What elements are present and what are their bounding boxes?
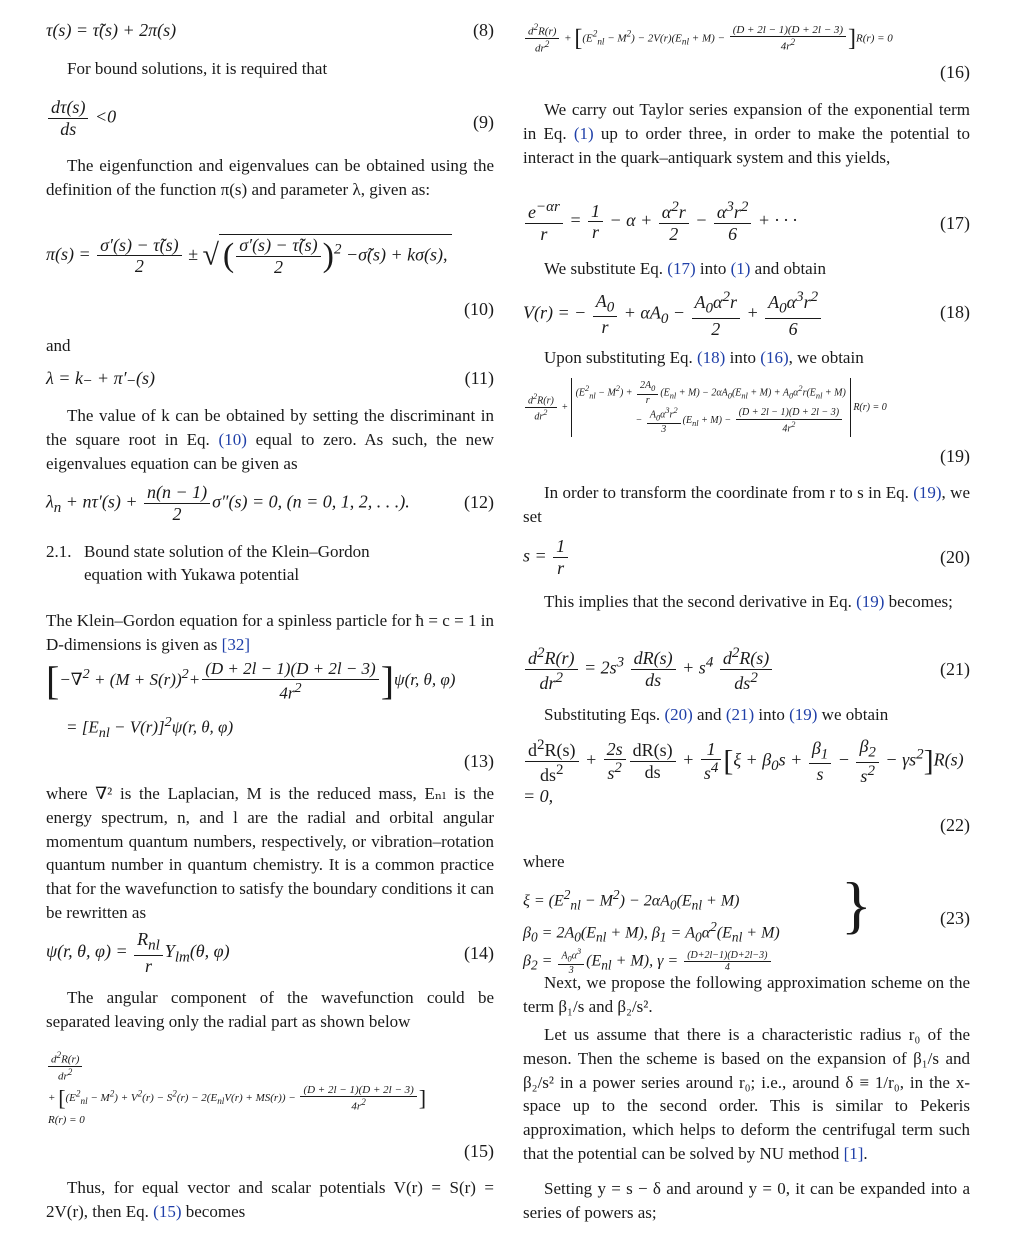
paragraph-transform: In order to transform the coordinate from r to s in Eq. (19), we set — [523, 483, 970, 526]
ref-eq-16[interactable]: (16) — [760, 348, 789, 367]
equation-18: V(r) = − $\frac{A_0}{r}$ + $\alpha A_0$ − $\frac{A_0\alpha^2r}{2}$ + $\frac{A_0\alpha^3r^2}{6}$ — [523, 289, 823, 340]
equation-number-22: (22) — [940, 815, 970, 835]
section-heading-number: 2.1. — [46, 542, 72, 561]
ref-eq-15[interactable]: (15) — [153, 1201, 182, 1221]
equation-8: τ(s) = τ̃(s) + 2π(s) — [46, 20, 177, 40]
paragraph-substitute-17: We substitute Eq. (17) into (1) and obtain — [544, 259, 826, 278]
paragraph-setting: Setting y = s − δ and around y = 0, it can be expanded into a series of powers as; — [523, 1179, 970, 1222]
equation-13: [$-\nabla^2 + (M + S(r))^2+$ $\frac{(D + 2l - 1)(D + 2l - 3)}{4r^2}$ ]ψ(r, θ, φ) — [46, 657, 456, 703]
equation-number-10: (10) — [464, 299, 494, 319]
equation-19: $\frac{d^2R(r)}{dr^2}$ + $(E^2_{nl} - M^2)$ + $\frac{2A_0}{r}$ $(E_{nl} + M) - 2\alpha A_0(E_{nl} + M) + A_0\alpha^2r(E_{nl} + M)$ − $\frac{A_0\alpha^3r^2}{3}$ $(E_{nl} + M)$ − $\frac{(D + 2l - 1)(D + 2l - 3)}{4r^2}$ R(r) = 0 — [523, 378, 887, 437]
equation-21: $\frac{d^2R(r)}{dr^2}$ = $2s^3$ $\frac{dR(s)}{ds}$ + $s^4$ $\frac{d^2R(s)}{ds^2}$ — [523, 645, 774, 693]
section-heading-2-1 — [46, 540, 494, 586]
ref-eq-20[interactable]: (20) — [664, 705, 693, 724]
equation-20: s = $\frac{1}{r}$ — [523, 536, 570, 578]
section-heading-title: Bound state solution of the Klein–Gordon equation with Yukawa potential — [84, 542, 370, 584]
equation-number-19: (19) — [940, 446, 970, 466]
ref-eq-19[interactable]: (19) — [913, 483, 942, 502]
ref-eq-10[interactable]: (10) — [218, 429, 247, 449]
equation-number-21: (21) — [940, 659, 970, 679]
ref-1[interactable]: [1] — [843, 1143, 864, 1163]
paragraph-where-laplacian: where ∇² is the Laplacian, M is the reduced mass, Eₙₗ is the energy spectrum, n, and l are the radial and orbital angular momentum quantum numbers, respectively, or vibration–rotation quantum number in quantum chemistry. It is a common practice that for the wavefunction to satisfy the boundary conditions it can be rewritten as — [46, 784, 494, 922]
paragraph-bound-solutions: For bound solutions, it is required that — [67, 59, 328, 78]
equation-10: π(s) = $\frac{\sigma'(s) - \taũ(s)}{2}$ ± √ ( $\frac{\sigma'(s) - \taũ(s)}{2}$ )$^2$ −σ̃(s) + kσ(s), — [46, 234, 452, 277]
equation-number-16: (16) — [940, 62, 970, 82]
equation-number-15: (15) — [464, 1141, 494, 1161]
paragraph-where: where — [523, 852, 565, 871]
equation-11: λ = k₋ + π′₋(s) — [46, 368, 156, 388]
equation-number-8: (8) — [473, 20, 494, 40]
equation-number-17: (17) — [940, 213, 970, 233]
equation-number-14: (14) — [464, 943, 494, 963]
equation-9: $\frac{d\tau(s)}{ds}$ <0 — [46, 97, 116, 139]
equation-23: $\xi = (E^2_{nl} - M^2) - 2\alpha A_0(E_{nl} + M)$ $\beta_0 = 2A_0(E_{nl} + M)$, $\beta_1 = A_0\alpha^2(E_{nl} + M)$ $\beta_2$ = $\frac{A_0\alpha^3}{3}$ $(E_{nl} + M)$, γ = $\frac{(D+2l-1)(D+2l-3)}{4}$ — [523, 887, 780, 976]
equation-14: ψ(r, θ, φ) = $\frac{R_{nl}}{r}$ $Y_{lm}(\theta$, φ) — [46, 929, 230, 976]
paragraph-klein-gordon: The Klein–Gordon equation for a spinless particle for ħ = c = 1 in D-dimensions is given as [32] — [46, 611, 494, 654]
paragraph-thus: Thus, for equal vector and scalar potentials V(r) = S(r) = 2V(r), then Eq. (15) becomes — [46, 1178, 494, 1221]
paragraph-upon-substituting: Upon substituting Eq. (18) into (16), we obtain — [544, 348, 864, 367]
paragraph-substituting-eqs: Substituting Eqs. (20) and (21) into (19) we obtain — [544, 705, 889, 724]
equation-13-rhs: = $[E_{nl} - V(r)]^2\psi(r$, θ, φ) — [66, 714, 234, 742]
paragraph-value-of-k: The value of k can be obtained by setting the discriminant in the square root in Eq. (10) equal to zero. As such, the new eigenvalues equation can be given as — [46, 406, 494, 473]
equation-number-13: (13) — [464, 751, 494, 771]
equation-16: $\frac{d^2R(r)}{dr^2}$ + [$(E^2_{nl} - M^2) - 2V(r)(E_{nl} + M)$ − $\frac{(D + 2l - 1)(D + 2l - 3)}{4r^2}$ ]R(r) = 0 — [523, 22, 893, 56]
paragraph-and: and — [46, 336, 71, 355]
ref-eq-1[interactable]: (1) — [573, 123, 594, 143]
paragraph-assume: Let us assume that there is a characteristic radius r₀ of the meson. Then the scheme is based on the expansion of β₁/s and β₂/s² in a power series around r₀; i.e., around δ ≡ 1/r₀, in the x-space up to the second order. This is similar to Pekeris approximation, which helps to deform the centrifugal term such that the potential can be solved by NU method [1]. — [523, 1025, 970, 1163]
equation-number-20: (20) — [940, 547, 970, 567]
ref-32[interactable]: [32] — [221, 634, 250, 654]
ref-eq-19-b[interactable]: (19) — [856, 592, 885, 611]
ref-eq-19-c[interactable]: (19) — [789, 705, 818, 724]
paragraph-implies: This implies that the second derivative in Eq. (19) becomes; — [544, 592, 953, 611]
equation-number-12: (12) — [464, 492, 494, 512]
equation-number-18: (18) — [940, 302, 970, 322]
equation-15: $\frac{d^2R(r)}{dr^2}$ + [$(E^2_{nl} - M^2) + V^2(r) - S^2(r) - 2(E_{nl}V(r) + MS(r))$ − $\frac{(D + 2l - 1)(D + 2l - 3)}{4r^2}$ ] R(r) = 0 — [48, 1050, 427, 1126]
equation-22: $\frac{d^2R(s)}{ds^2}$ + $\frac{2s}{s^2}$ $\frac{dR(s)}{ds}$ + $\frac{1}{s^4}$ [$\xi + \beta_0s$ + $\frac{\beta_1}{s}$ − $\frac{\beta_2}{s^2}$ − $\gamma s^2]R(s)$ — [523, 736, 964, 787]
ref-eq-1-b[interactable]: (1) — [730, 259, 751, 278]
equation-12: $\lambda_n + n\tau'(s)$ + $\frac{n(n - 1)}{2}$ σ″(s) = 0, (n = 0, 1, 2, . . .). — [46, 482, 410, 524]
equation-17: $\frac{e^{-\alpha r}}{r}$ = $\frac{1}{r}$ − α + $\frac{\alpha^2r}{2}$ − $\frac{\alpha^3r^2}{6}$ + · · · — [523, 199, 797, 244]
paragraph-eigenfunction: The eigenfunction and eigenvalues can be obtained using the definition of the function π(s) and parameter λ, given as: — [46, 156, 494, 199]
equation-number-9: (9) — [473, 112, 494, 132]
ref-eq-17[interactable]: (17) — [667, 259, 696, 278]
paragraph-taylor: We carry out Taylor series expansion of the exponential term in Eq. (1) up to order three, in order to make the potential to interact in the quark–antiquark system and this yields, — [523, 100, 971, 167]
ref-eq-18[interactable]: (18) — [697, 348, 726, 367]
equation-23-brace: } — [841, 869, 872, 940]
equation-number-23: (23) — [940, 908, 970, 928]
ref-eq-21[interactable]: (21) — [725, 705, 755, 724]
paragraph-next: Next, we propose the following approximation scheme on the term β₁/s and β₂/s². — [523, 973, 970, 1016]
equation-number-11: (11) — [464, 368, 494, 388]
paragraph-angular: The angular component of the wavefunction could be separated leaving only the radial part as shown below — [46, 988, 494, 1031]
equation-22-rhs: = 0, — [523, 786, 554, 806]
